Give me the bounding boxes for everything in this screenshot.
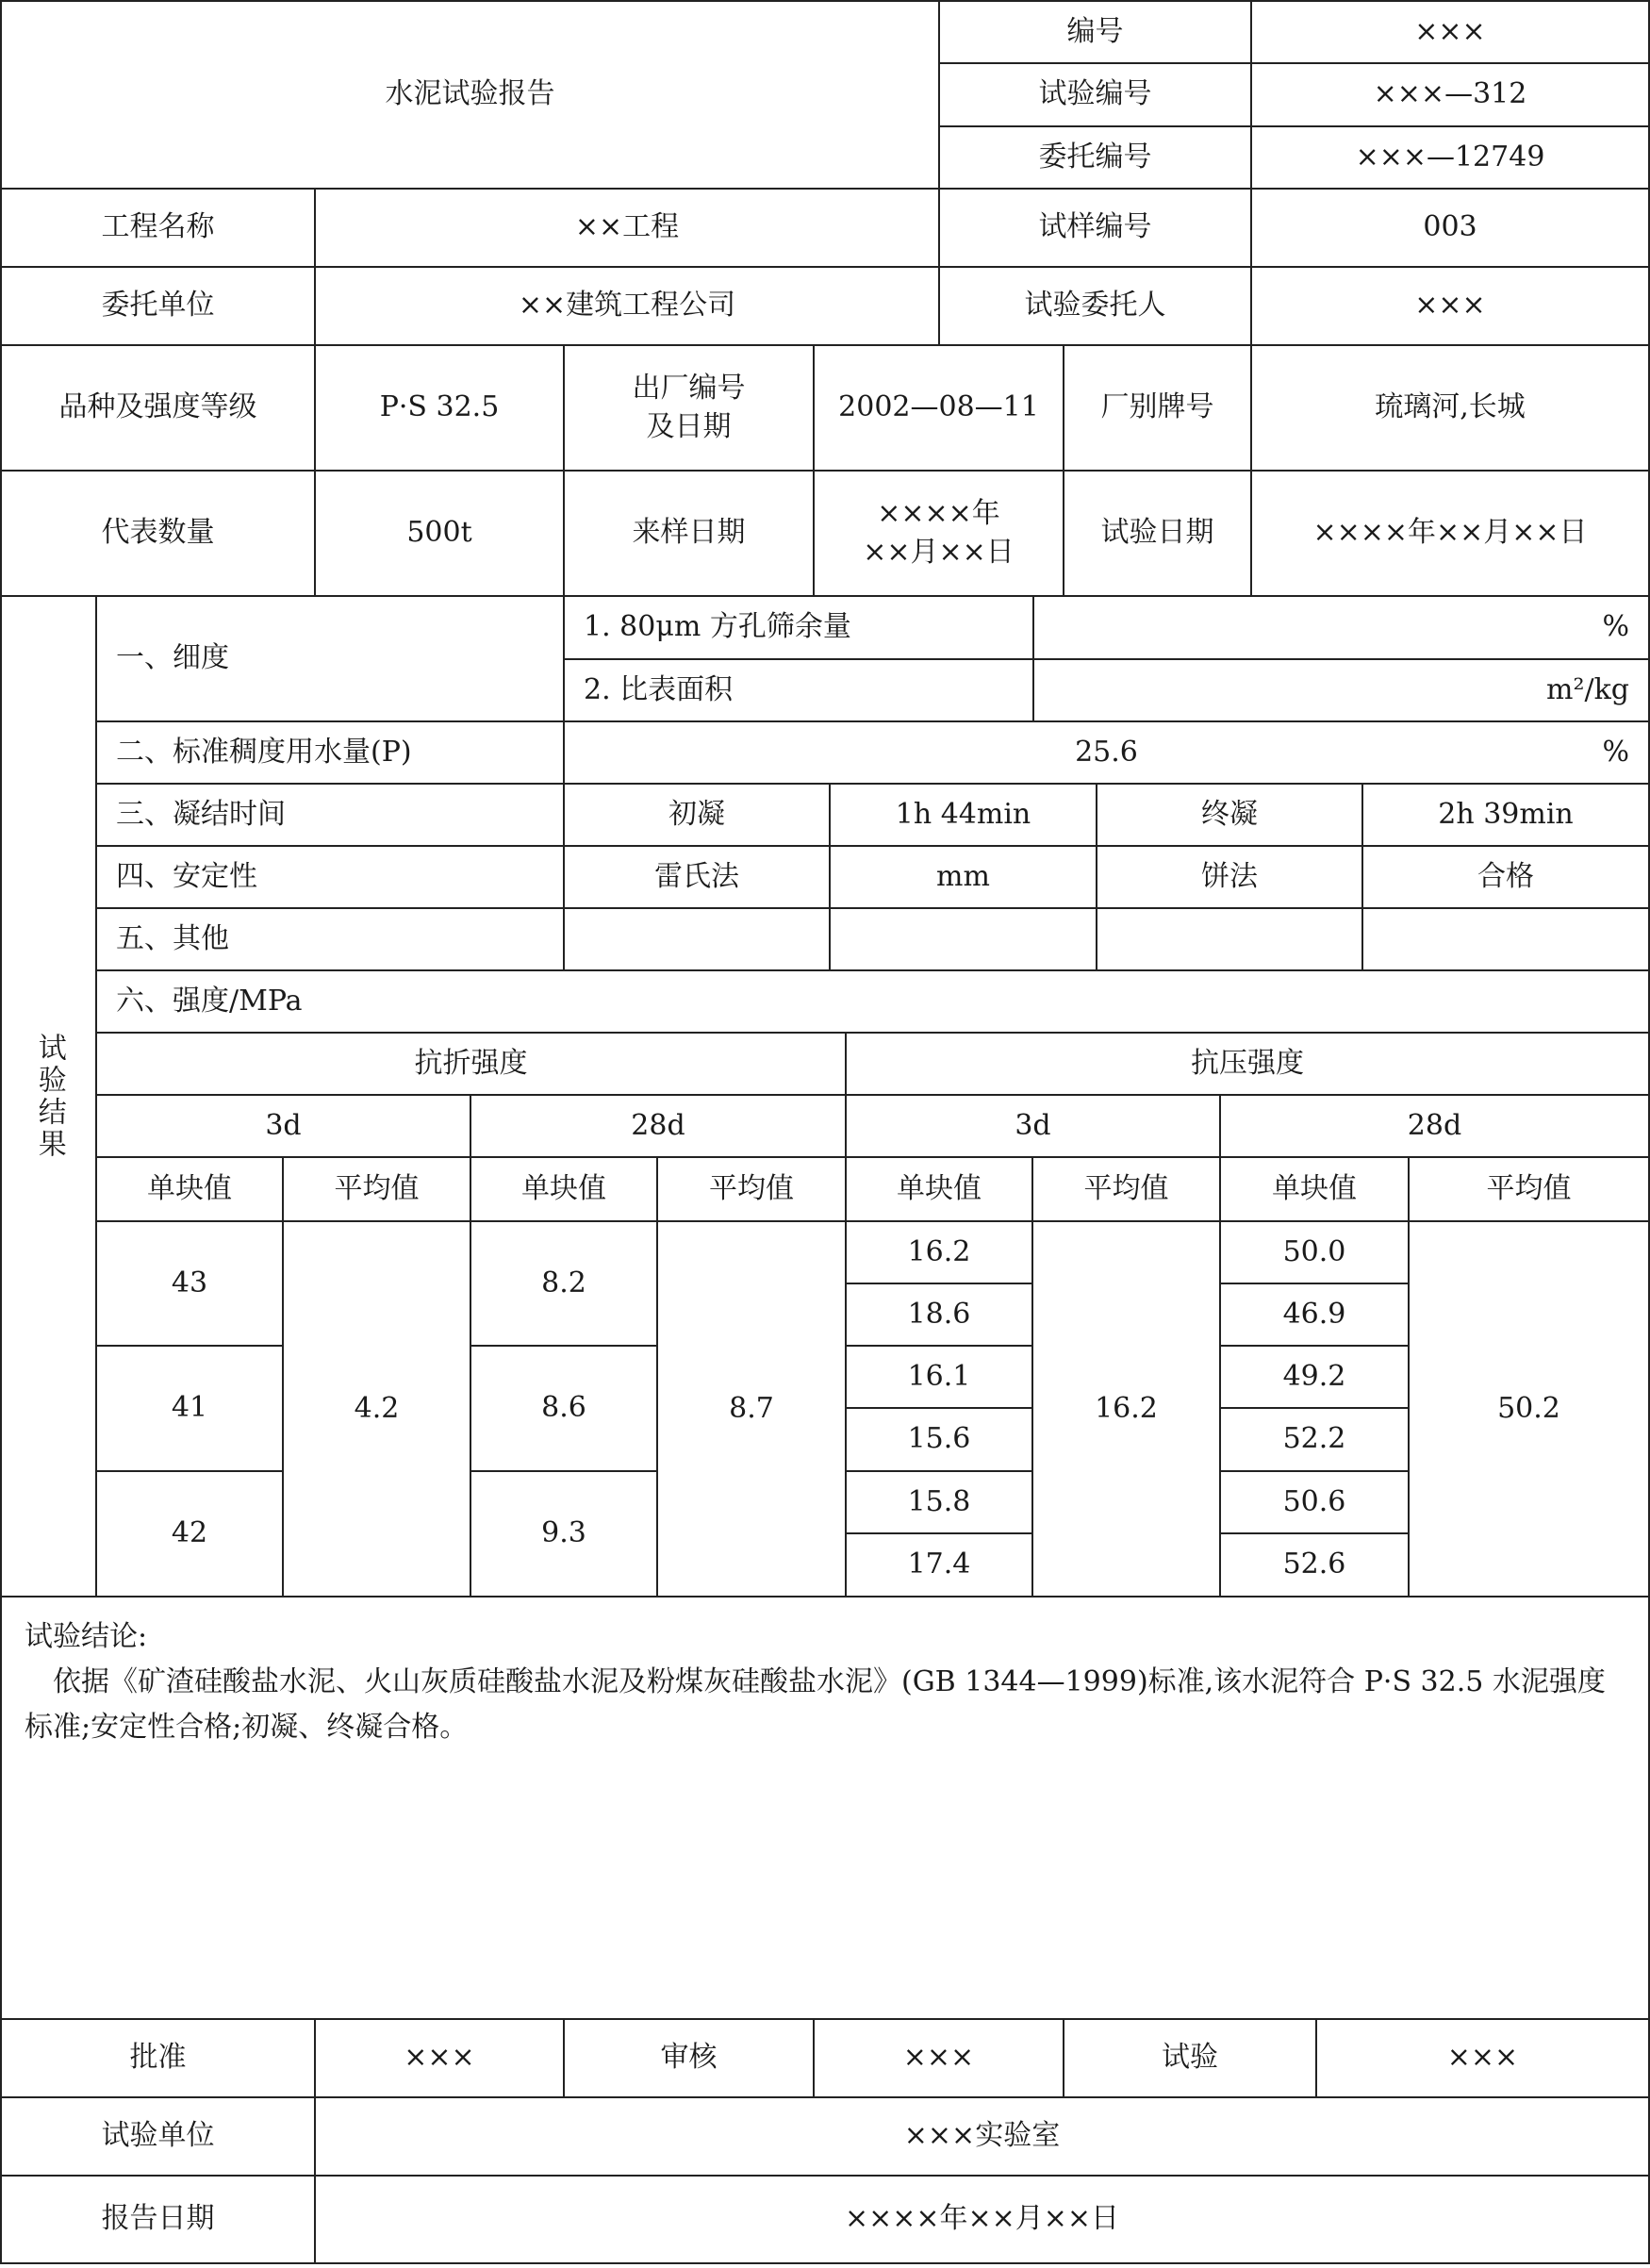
client-label: 委托单位 <box>0 266 316 346</box>
project-value: ××工程 <box>314 188 940 268</box>
compressive-header: 抗压强度 <box>845 1032 1650 1096</box>
test-date-label: 试验日期 <box>1063 470 1252 597</box>
comp-3d-average: 16.2 <box>1031 1220 1221 1598</box>
final-set-label: 终凝 <box>1096 783 1363 847</box>
report-date-value: ××××年××月××日 <box>314 2175 1650 2264</box>
sieve-value: % <box>1032 595 1650 660</box>
comp-28d-value: 52.6 <box>1219 1532 1410 1598</box>
compressive-28d-header: 28d <box>1219 1094 1650 1158</box>
avg-label: 平均值 <box>1031 1156 1221 1222</box>
test-date-value: ××××年××月××日 <box>1250 470 1650 597</box>
comp-28d-value: 50.6 <box>1219 1470 1410 1534</box>
requester-value: ××× <box>1250 266 1650 346</box>
grade-label: 品种及强度等级 <box>0 344 316 472</box>
flex-3d-value: 41 <box>95 1345 284 1472</box>
comp-3d-value: 16.2 <box>845 1220 1033 1284</box>
comp-28d-value: 46.9 <box>1219 1283 1410 1347</box>
pat-label: 饼法 <box>1096 845 1363 909</box>
soundness-label: 四、安定性 <box>95 845 565 909</box>
test-no-value: ×××—312 <box>1250 62 1650 127</box>
comp-28d-value: 52.2 <box>1219 1407 1410 1472</box>
avg-label: 平均值 <box>656 1156 847 1222</box>
brand-value: 琉璃河,长城 <box>1250 344 1650 472</box>
requester-label: 试验委托人 <box>938 266 1252 346</box>
other-cell-4 <box>1361 907 1650 971</box>
approve-value: ××× <box>314 2018 565 2098</box>
flex-28d-average: 8.7 <box>656 1220 847 1598</box>
flex-3d-value: 42 <box>95 1470 284 1598</box>
conclusion <box>0 1596 1650 2020</box>
flex-28d-value: 8.6 <box>470 1345 658 1472</box>
flex-3d-average: 4.2 <box>282 1220 471 1598</box>
strength-label: 六、强度/MPa <box>95 969 1650 1034</box>
sampling-date-line1: ××××年 <box>877 497 1000 530</box>
sampling-date-line2: ××月××日 <box>863 535 1015 569</box>
flex-3d-value: 43 <box>95 1220 284 1347</box>
entrust-no-value: ×××—12749 <box>1250 125 1650 190</box>
comp-3d-value: 18.6 <box>845 1283 1033 1347</box>
results-side-label: 试验结果 <box>0 595 97 1598</box>
single-label: 单块值 <box>95 1156 284 1222</box>
project-label: 工程名称 <box>0 188 316 268</box>
factory-no-label <box>563 344 815 472</box>
flexural-header: 抗折强度 <box>95 1032 847 1096</box>
grade-value: P·S 32.5 <box>314 344 565 472</box>
other-label: 五、其他 <box>95 907 565 971</box>
flexural-3d-header: 3d <box>95 1094 471 1158</box>
other-cell-3 <box>1096 907 1363 971</box>
report-title: 水泥试验报告 <box>0 0 940 190</box>
tester-label: 试验 <box>1063 2018 1317 2098</box>
avg-label: 平均值 <box>282 1156 471 1222</box>
le-chatelier-label: 雷氏法 <box>563 845 831 909</box>
factory-no-value: 2002—08—11 <box>813 344 1064 472</box>
review-label: 审核 <box>563 2018 815 2098</box>
flex-28d-value: 9.3 <box>470 1470 658 1598</box>
comp-3d-value: 16.1 <box>845 1345 1033 1409</box>
comp-3d-value: 15.6 <box>845 1407 1033 1472</box>
initial-set-label: 初凝 <box>563 783 831 847</box>
sieve-label: 1. 80μm 方孔筛余量 <box>563 595 1034 660</box>
approve-label: 批准 <box>0 2018 316 2098</box>
consistency-unit: % <box>1602 735 1629 769</box>
comp-3d-value: 15.8 <box>845 1470 1033 1534</box>
number-label: 编号 <box>938 0 1252 64</box>
fineness-label: 一、细度 <box>95 595 565 722</box>
initial-set-value: 1h 44min <box>829 783 1097 847</box>
test-no-label: 试验编号 <box>938 62 1252 127</box>
single-label: 单块值 <box>1219 1156 1410 1222</box>
sample-no-label: 试样编号 <box>938 188 1252 268</box>
number-value: ××× <box>1250 0 1650 64</box>
quantity-label: 代表数量 <box>0 470 316 597</box>
comp-28d-average: 50.2 <box>1408 1220 1650 1598</box>
setting-label: 三、凝结时间 <box>95 783 565 847</box>
factory-no-label-line1: 出厂编号 <box>632 372 746 405</box>
entrust-no-label: 委托编号 <box>938 125 1252 190</box>
lab-value: ×××实验室 <box>314 2096 1650 2177</box>
surface-label: 2. 比表面积 <box>563 658 1034 722</box>
flex-28d-value: 8.2 <box>470 1220 658 1347</box>
conclusion-text: 依据《矿渣硅酸盐水泥、火山灰质硅酸盐水泥及粉煤灰硅酸盐水泥》(GB 1344—1999)标准,该水泥符合 P·S 32.5 水泥强度标准;安定性合格;初凝、终凝合格。 <box>25 1665 1606 1744</box>
flexural-28d-header: 28d <box>470 1094 847 1158</box>
sample-no-value: 003 <box>1250 188 1650 268</box>
other-cell-1 <box>563 907 831 971</box>
conclusion-label: 试验结论: <box>25 1620 148 1653</box>
comp-28d-value: 49.2 <box>1219 1345 1410 1409</box>
single-label: 单块值 <box>845 1156 1033 1222</box>
brand-label: 厂别牌号 <box>1063 344 1252 472</box>
single-label: 单块值 <box>470 1156 658 1222</box>
avg-label: 平均值 <box>1408 1156 1650 1222</box>
pat-value: 合格 <box>1361 845 1650 909</box>
consistency-value: 25.6 <box>563 720 1650 785</box>
report-date-label: 报告日期 <box>0 2175 316 2264</box>
quantity-value: 500t <box>314 470 565 597</box>
other-cell-2 <box>829 907 1097 971</box>
factory-no-label-line2: 及日期 <box>646 409 732 443</box>
lab-label: 试验单位 <box>0 2096 316 2177</box>
sampling-date-value <box>813 470 1064 597</box>
review-value: ××× <box>813 2018 1064 2098</box>
surface-value: m²/kg <box>1032 658 1650 722</box>
final-set-value: 2h 39min <box>1361 783 1650 847</box>
comp-28d-value: 50.0 <box>1219 1220 1410 1284</box>
le-chatelier-value: mm <box>829 845 1097 909</box>
compressive-3d-header: 3d <box>845 1094 1221 1158</box>
tester-value: ××× <box>1315 2018 1650 2098</box>
comp-3d-value: 17.4 <box>845 1532 1033 1598</box>
sampling-date-label: 来样日期 <box>563 470 815 597</box>
consistency-label: 二、标准稠度用水量(P) <box>95 720 565 785</box>
client-value: ××建筑工程公司 <box>314 266 940 346</box>
